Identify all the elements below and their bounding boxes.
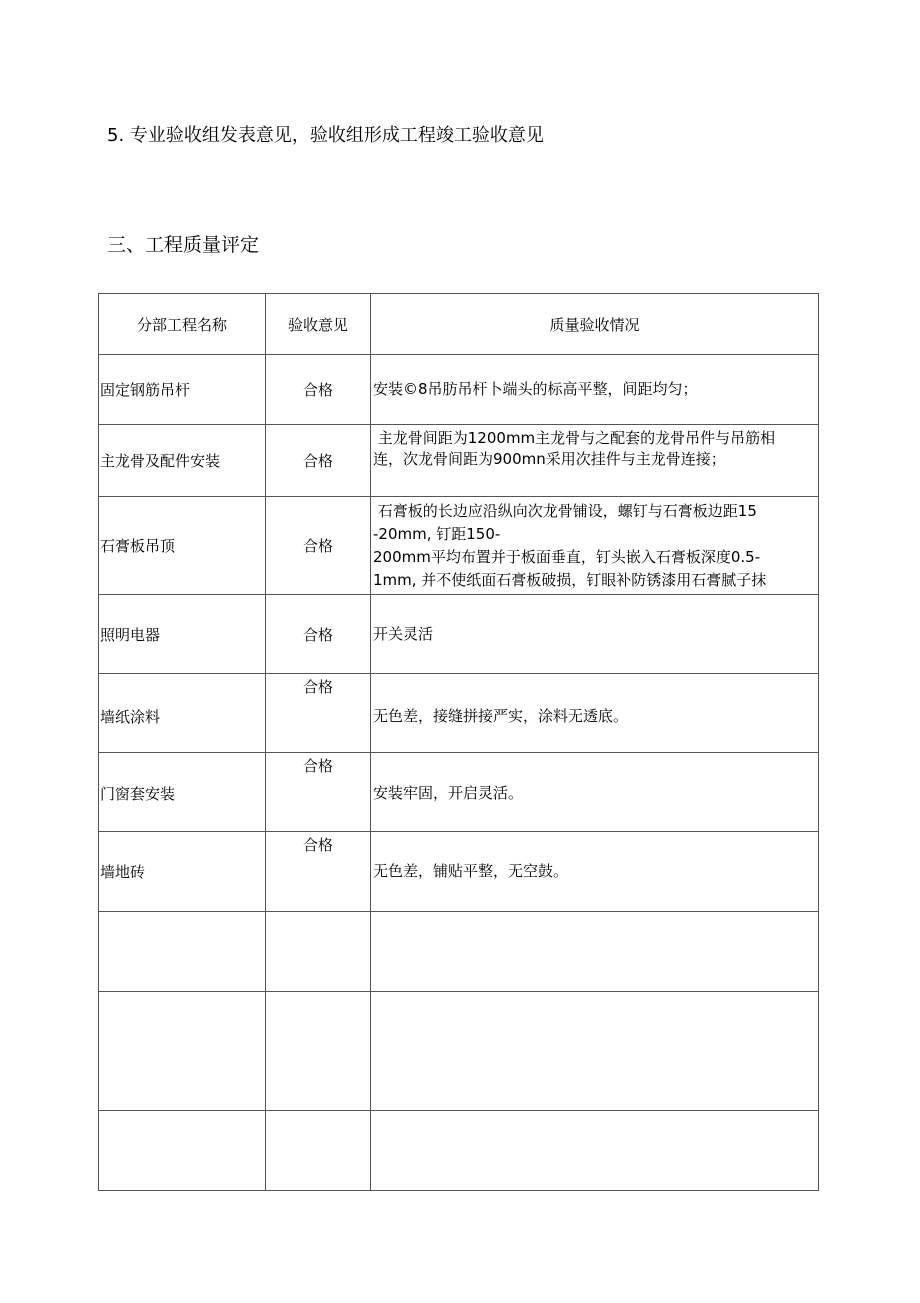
table-row	[99, 674, 819, 753]
description-line: 无色差，接缝拼接严实，涂料无透底。	[373, 706, 629, 725]
subproject-name: 固定钢筋吊杆	[99, 355, 266, 425]
subproject-name: 石膏板吊顶	[99, 497, 266, 595]
acceptance-opinion: 合格	[266, 425, 371, 497]
subproject-name	[99, 992, 266, 1111]
header-subproject-name: 分部工程名称	[99, 294, 266, 355]
quality-description	[371, 497, 819, 595]
description-line: 主龙骨间距为1200mm主龙骨与之配套的龙骨吊件与吊筋相	[373, 429, 776, 447]
description-line: 安装牢固，开启灵活。	[373, 783, 524, 802]
table-row	[99, 595, 819, 674]
quality-description	[371, 753, 819, 832]
subproject-name: 墙纸涂料	[99, 674, 266, 753]
description-line: 无色差，铺贴平整，无空鼓。	[373, 862, 569, 880]
acceptance-opinion: 合格	[266, 355, 371, 425]
table-row	[99, 832, 819, 912]
section-3-title: 三、工程质量评定	[107, 234, 260, 256]
header-quality-status: 质量验收情况	[371, 294, 819, 355]
paragraph-5: 5. 专业验收组发表意见，验收组形成工程竣工验收意见	[107, 125, 544, 146]
table-row-empty	[99, 1111, 819, 1191]
subproject-name: 墙地砖	[99, 832, 266, 912]
table-row-empty	[99, 912, 819, 992]
table-row	[99, 497, 819, 595]
description-line: 开关灵活	[373, 624, 434, 643]
acceptance-opinion: 合格	[266, 832, 371, 912]
quality-description	[371, 912, 819, 992]
quality-description	[371, 355, 819, 425]
description-line: 安装©8吊肪吊杆卜端头的标高平整，间距均匀；	[373, 380, 698, 398]
description-line: 1mm, 并不使纸面石膏板破损，钉眼补防锈漆用石膏腻子抹	[373, 571, 767, 589]
acceptance-opinion: 合格	[266, 674, 371, 753]
subproject-name	[99, 1111, 266, 1191]
table-row	[99, 753, 819, 832]
acceptance-opinion	[266, 912, 371, 992]
table-row	[99, 425, 819, 497]
subproject-name	[99, 912, 266, 992]
description-line: 石膏板的长边应沿纵向次龙骨铺设，螺钉与石膏板边距15	[373, 502, 757, 520]
quality-description	[371, 992, 819, 1111]
quality-description	[371, 595, 819, 674]
subproject-name: 主龙骨及配件安装	[99, 425, 266, 497]
quality-assessment-table	[98, 293, 819, 1191]
quality-description	[371, 1111, 819, 1191]
acceptance-opinion: 合格	[266, 753, 371, 832]
table-row	[99, 355, 819, 425]
subproject-name: 门窗套安装	[99, 753, 266, 832]
quality-description	[371, 674, 819, 753]
acceptance-opinion: 合格	[266, 595, 371, 674]
description-line: 连，次龙骨间距为900mn采用次挂件与主龙骨连接；	[373, 450, 726, 468]
description-line: 200mm平均布置并于板面垂直，钉头嵌入石膏板深度0.5-	[373, 548, 761, 566]
header-acceptance-opinion: 验收意见	[266, 294, 371, 355]
quality-description	[371, 832, 819, 912]
description-line: -20mm, 钉距150-	[373, 525, 501, 543]
acceptance-opinion	[266, 1111, 371, 1191]
quality-description	[371, 425, 819, 497]
acceptance-opinion: 合格	[266, 497, 371, 595]
table-header-row	[99, 294, 819, 355]
acceptance-opinion	[266, 992, 371, 1111]
subproject-name: 照明电器	[99, 595, 266, 674]
table-row-empty	[99, 992, 819, 1111]
